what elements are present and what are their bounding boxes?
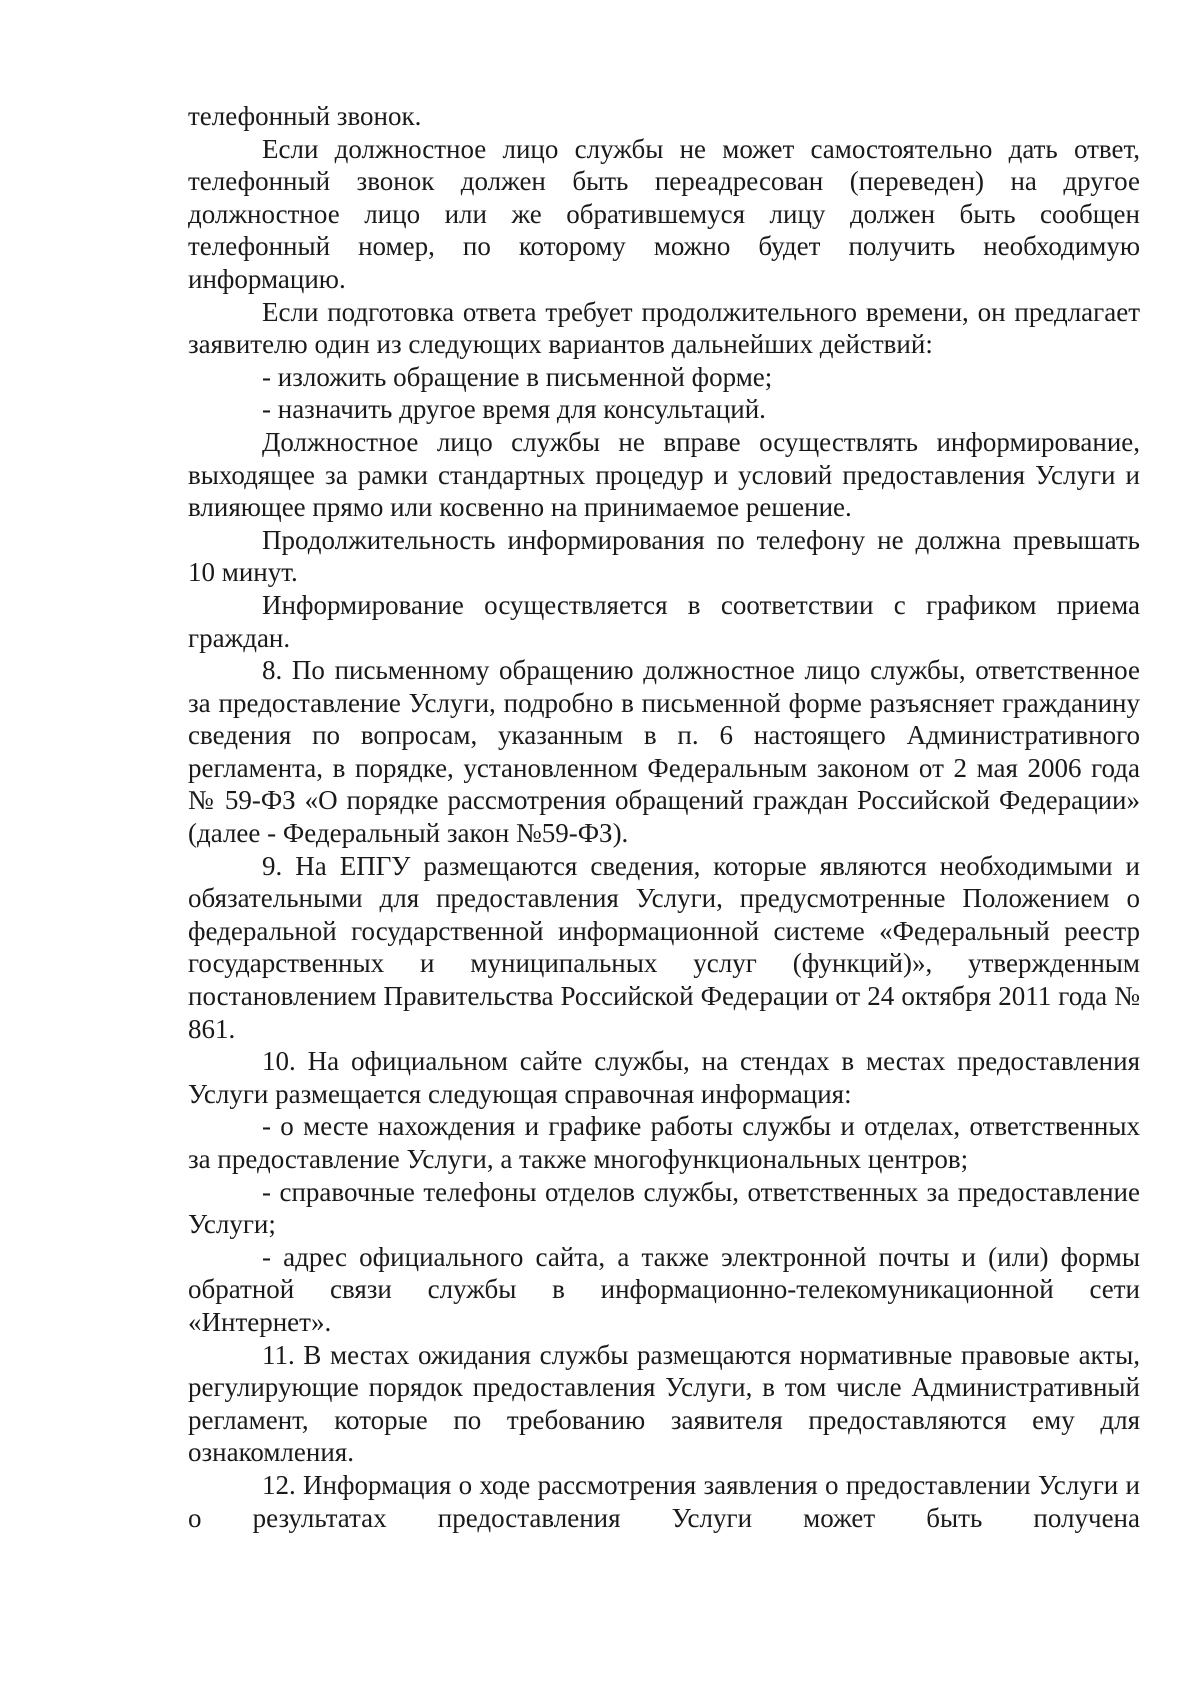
document-body xyxy=(188,100,1140,1534)
numbered-clause-8: 8. По письменному обращению должностное лицо службы, ответственное за предоставление Услуги, подробно в письменной форме разъясняет гражданину сведения по вопросам, указанным в п. 6 настоящего Административного регламента, в порядке, установленном Федеральным законом от 2 мая 2006 года № 59-ФЗ «О порядке рассмотрения обращений граждан Российской Федерации» (далее - Федеральный закон №59-ФЗ). xyxy=(188,655,1140,849)
paragraph: Информирование осуществляется в соответствии с графиком приема граждан. xyxy=(188,589,1140,653)
numbered-clause-9: 9. На ЕПГУ размещаются сведения, которые являются необходимыми и обязательными для предоставления Услуги, предусмотренные Положением о федеральной государственной информационной системе «Федеральный реестр государственных и муниципальных услуг (функций)», утвержденным постановлением Правительства Российской Федерации от 24 октября 2011 года № 861. xyxy=(188,850,1140,1044)
paragraph: Продолжительность информирования по телефону не должна превышать 10 минут. xyxy=(188,524,1140,588)
numbered-clause-10: 10. На официальном сайте службы, на стендах в местах предоставления Услуги размещается следующая справочная информация: xyxy=(188,1046,1140,1109)
paragraph: Должностное лицо службы не вправе осуществлять информирование, выходящее за рамки стандартных процедур и условий предоставления Услуги и влияющее прямо или косвенно на принимаемое решение. xyxy=(188,426,1140,523)
numbered-clause-11: 11. В местах ожидания службы размещаются нормативные правовые акты, регулирующие порядок предоставления Услуги, в том числе Административный регламент, которые по требованию заявителя предоставляются ему для ознакомления. xyxy=(188,1339,1140,1468)
numbered-clause-12: 12. Информация о ходе рассмотрения заявления о предоставлении Услуги и о результатах предоставления Услуги может быть получена xyxy=(188,1469,1140,1533)
paragraph: Если должностное лицо службы не может самостоятельно дать ответ, телефонный звонок должен быть переадресован (переведен) на другое должностное лицо или же обратившемуся лицу должен быть сообщен телефонный номер, по которому можно будет получить необходимую информацию. xyxy=(188,133,1140,294)
list-item: - назначить другое время для консультаций. xyxy=(262,394,766,425)
paragraph: телефонный звонок. xyxy=(188,101,422,131)
list-item: - справочные телефоны отделов службы, ответственных за предоставление Услуги; xyxy=(188,1176,1140,1240)
paragraph: Если подготовка ответа требует продолжительного времени, он предлагает заявителю один из следующих вариантов дальнейших действий: xyxy=(188,296,1140,360)
list-item: - изложить обращение в письменной форме; xyxy=(262,361,773,392)
list-item: - о месте нахождения и графике работы службы и отделах, ответственных за предоставление Услуги, а также многофункциональных центров; xyxy=(188,1111,1140,1174)
list-item: - адрес официального сайта, а также электронной почты и (или) формы обратной связи службы в информационно-телекомуникационной сети «Интернет». xyxy=(188,1241,1140,1337)
